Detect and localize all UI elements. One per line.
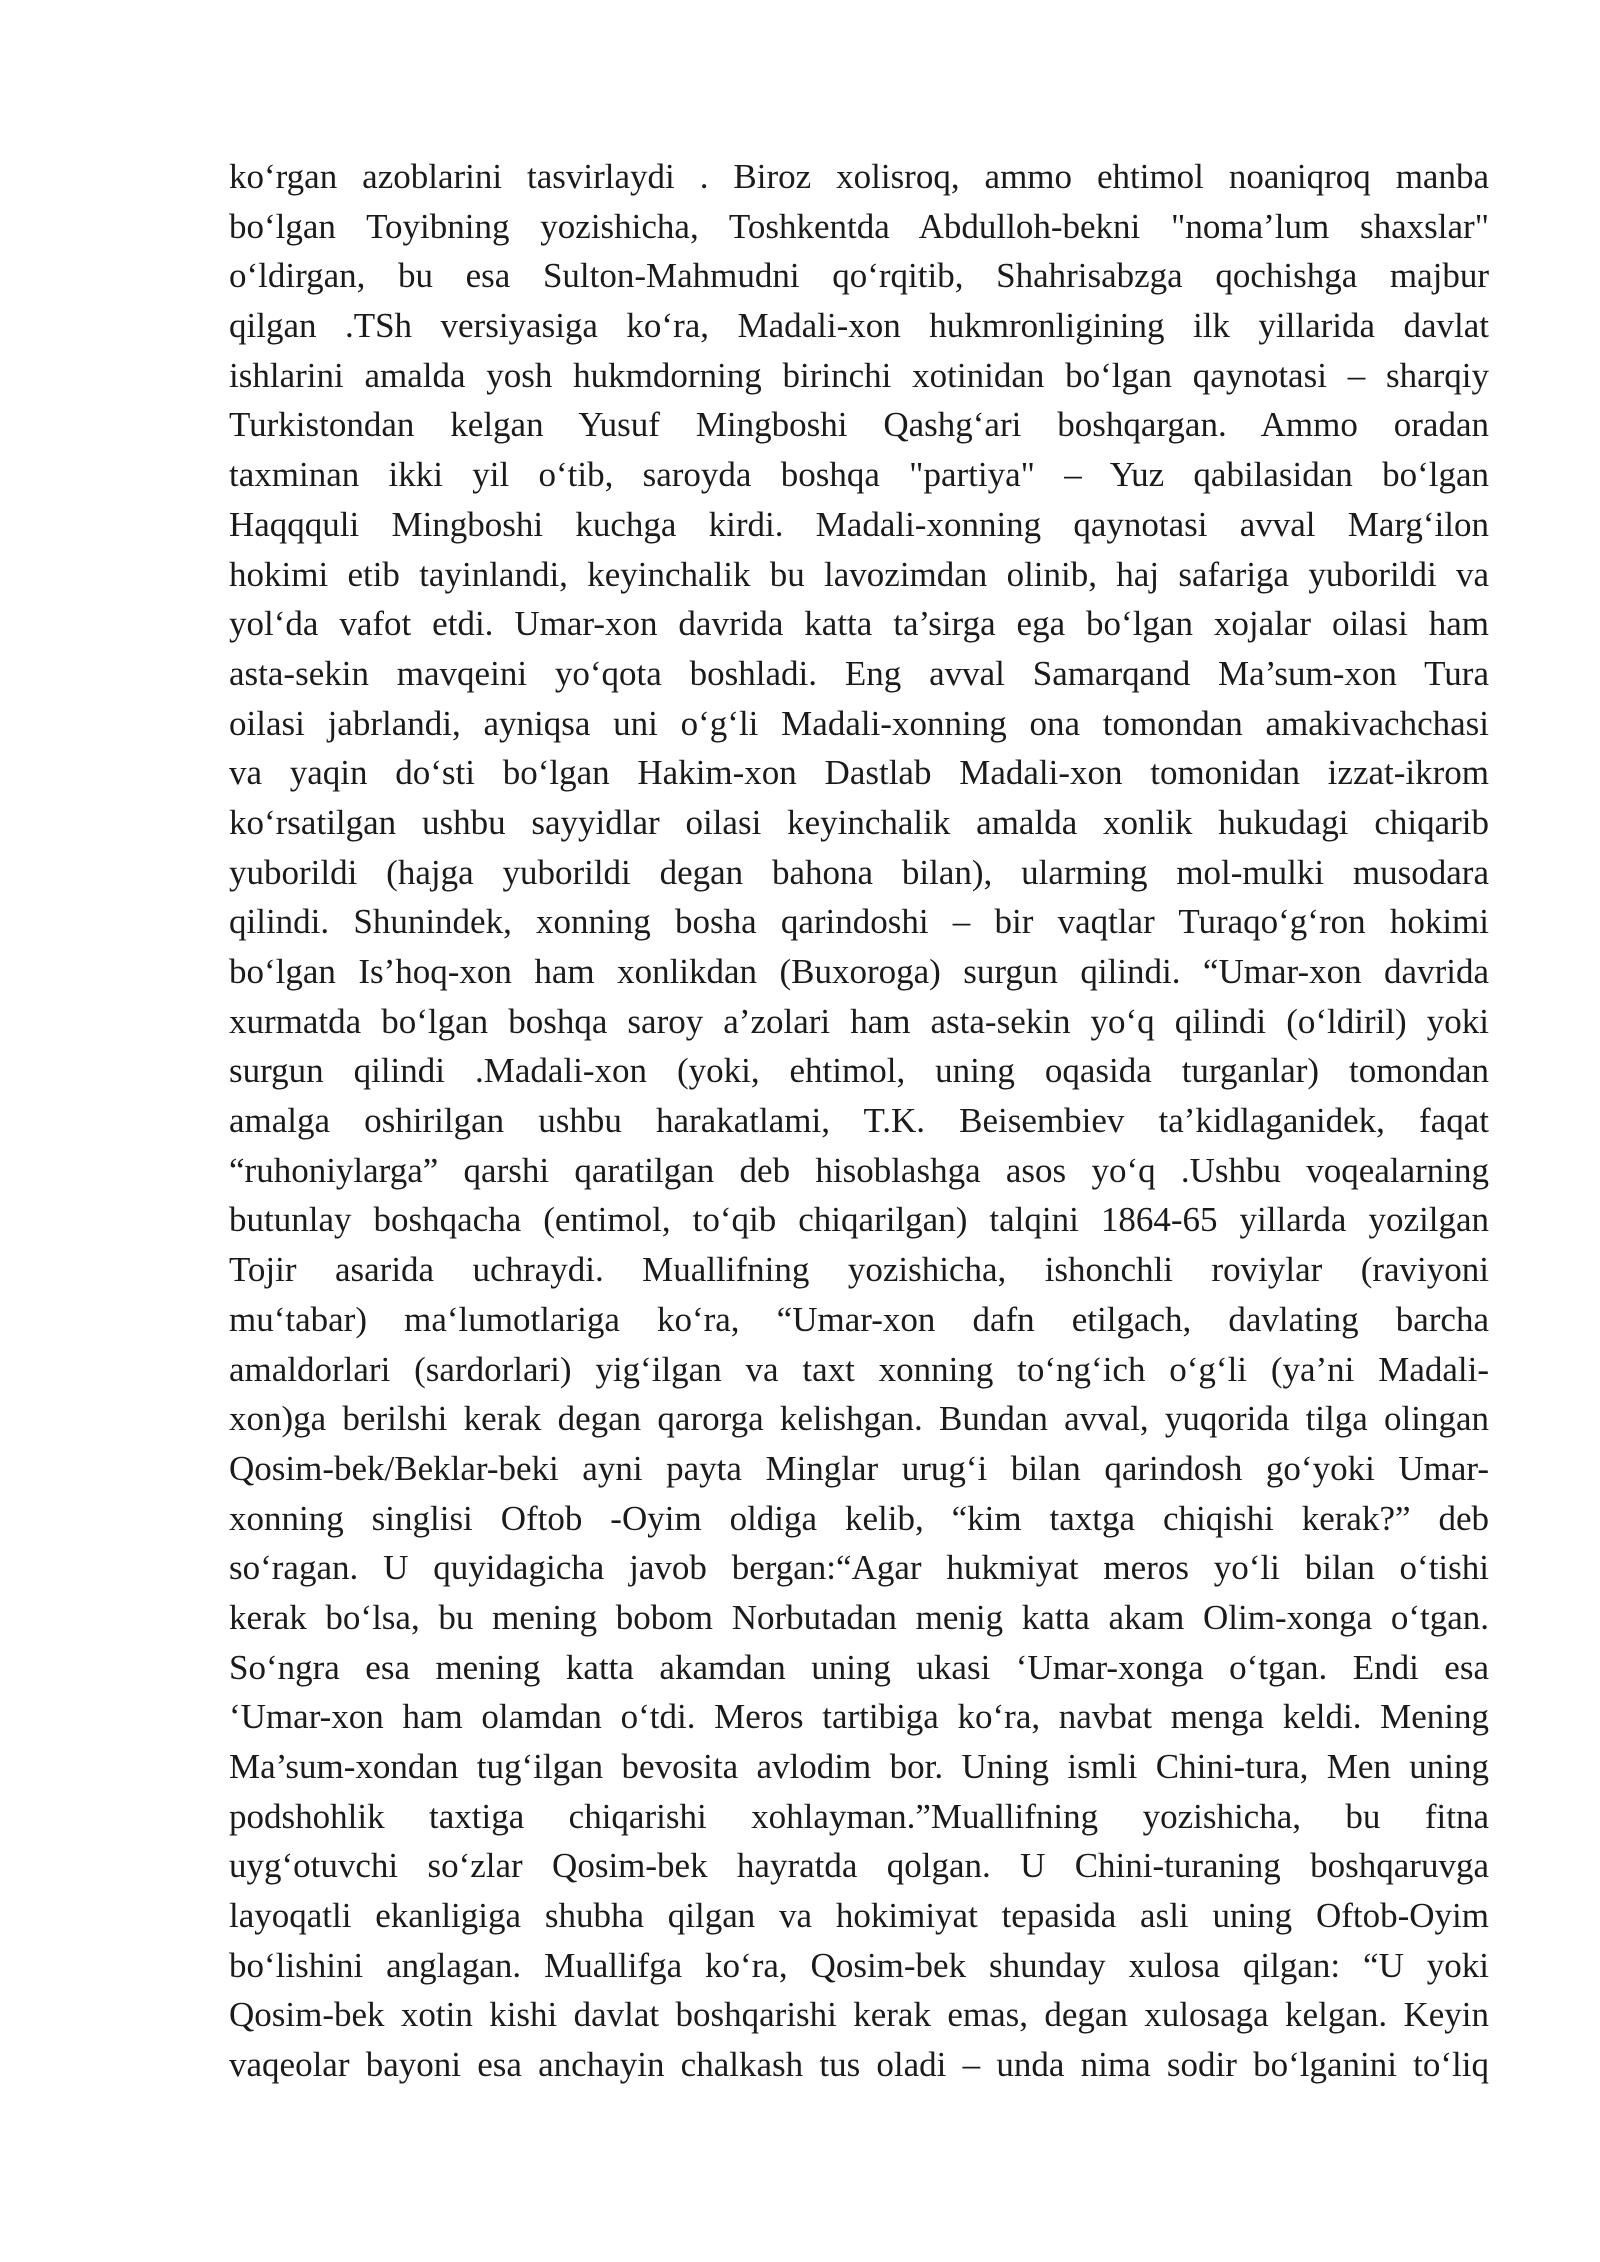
text-line: qilgan .TSh versiyasiga ko‘ra, Madali-xon hukmronligining ilk yillarida davlat bbox=[229, 306, 1489, 346]
text-line: podshohlik taxtiga chiqarishi xohlayman.”Muallifning yozishicha, bu fitna bbox=[229, 1796, 1489, 1836]
text-line: xonning singlisi Oftob -Oyim oldiga kelib, “kim taxtga chiqishi kerak?” deb bbox=[229, 1498, 1489, 1538]
text-line: Qosim-bek xotin kishi davlat boshqarishi kerak emas, degan xulosaga kelgan. Keyin bbox=[229, 1995, 1489, 2035]
text-line: hokimi etib tayinlandi, keyinchalik bu lavozimdan olinib, haj safariga yuborildi va bbox=[229, 554, 1489, 594]
text-line: ko‘rgan azoblarini tasvirlaydi . Biroz xolisroq, ammo ehtimol noaniqroq manba bbox=[229, 157, 1489, 196]
text-line: Qosim-bek/Beklar-beki ayni payta Minglar urug‘i bilan qarindosh go‘yoki Umar- bbox=[229, 1448, 1489, 1488]
text-line: o‘ldirgan, bu esa Sulton-Mahmudni qo‘rqitib, Shahrisabzga qochishga majbur bbox=[229, 256, 1489, 296]
text-line: Ma’sum-xondan tug‘ilgan bevosita avlodim bor. Uning ismli Chini-tura, Men uning bbox=[229, 1747, 1489, 1786]
text-line: surgun qilindi .Madali-xon (yoki, ehtimol, uning oqasida turganlar) tomondan bbox=[229, 1051, 1489, 1091]
text-line: yol‘da vafot etdi. Umar-xon davrida katta ta’sirga ega bo‘lgan xojalar oilasi ham bbox=[229, 604, 1489, 644]
text-line: “ruhoniylarga” qarshi qaratilgan deb hisoblashga asos yo‘q .Ushbu voqealarning bbox=[229, 1150, 1489, 1190]
text-line: Tojir asarida uchraydi. Muallifning yozishicha, ishonchli roviylar (raviyoni bbox=[229, 1250, 1489, 1290]
text-line: asta-sekin mavqeini yo‘qota boshladi. Eng avval Samarqand Ma’sum-xon Tura bbox=[229, 653, 1489, 693]
text-line: amaldorlari (sardorlari) yig‘ilgan va taxt xonning to‘ng‘ich o‘g‘li (ya’ni Madali- bbox=[229, 1349, 1489, 1389]
text-line: layoqatli ekanligiga shubha qilgan va hokimiyat tepasida asli uning Oftob-Oyim bbox=[229, 1896, 1489, 1936]
text-line: ‘Umar-xon ham olamdan o‘tdi. Meros tartibiga ko‘ra, navbat menga keldi. Mening bbox=[229, 1697, 1489, 1737]
text-line: butunlay boshqacha (entimol, to‘qib chiqarilgan) talqini 1864-65 yillarda yozilgan bbox=[229, 1200, 1489, 1240]
text-line: Turkistondan kelgan Yusuf Mingboshi Qashg‘ari boshqargan. Ammo oradan bbox=[229, 405, 1489, 445]
text-line: so‘ragan. U quyidagicha javob bergan:“Agar hukmiyat meros yo‘li bilan o‘tishi bbox=[229, 1548, 1489, 1588]
text-line: xon)ga berilshi kerak degan qarorga kelishgan. Bundan avval, yuqorida tilga olingan bbox=[229, 1399, 1489, 1439]
text-line: vaqeolar bayoni esa anchayin chalkash tus oladi – unda nima sodir bo‘lganini to‘liq bbox=[229, 2045, 1489, 2085]
text-line: ko‘rsatilgan ushbu sayyidlar oilasi keyinchalik amalda xonlik hukudagi chiqarib bbox=[229, 802, 1489, 842]
text-line: ishlarini amalda yosh hukmdorning birinchi xotinidan bo‘lgan qaynotasi – sharqiy bbox=[229, 355, 1489, 395]
text-line: taxminan ikki yil o‘tib, saroyda boshqa "partiya" – Yuz qabilasidan bo‘lgan bbox=[229, 455, 1489, 495]
text-line: mu‘tabar) ma‘lumotlariga ko‘ra, “Umar-xon dafn etilgach, davlating barcha bbox=[229, 1299, 1489, 1339]
text-line: bo‘lishini anglagan. Muallifga ko‘ra, Qosim-bek shunday xulosa qilgan: “U yoki bbox=[229, 1945, 1489, 1985]
text-line: yuborildi (hajga yuborildi degan bahona bilan), ularming mol-mulki musodara bbox=[229, 852, 1489, 892]
text-line: va yaqin do‘sti bo‘lgan Hakim-xon Dastlab Madali-xon tomonidan izzat-ikrom bbox=[229, 753, 1489, 793]
text-line: kerak bo‘lsa, bu mening bobom Norbutadan menig katta akam Olim-xonga o‘tgan. bbox=[229, 1597, 1489, 1637]
text-line: So‘ngra esa mening katta akamdan uning ukasi ‘Umar-xonga o‘tgan. Endi esa bbox=[229, 1647, 1489, 1687]
text-line: qilindi. Shunindek, xonning bosha qarindoshi – bir vaqtlar Turaqo‘g‘ron hokimi bbox=[229, 902, 1489, 942]
text-line: oilasi jabrlandi, ayniqsa uni o‘g‘li Madali-xonning ona tomondan amakivachchasi bbox=[229, 703, 1489, 743]
text-line: uyg‘otuvchi so‘zlar Qosim-bek hayratda qolgan. U Chini-turaning boshqaruvga bbox=[229, 1846, 1489, 1886]
body-paragraph bbox=[229, 152, 1489, 2090]
text-line: bo‘lgan Toyibning yozishicha, Toshkentda Abdulloh-bekni "noma’lum shaxslar" bbox=[229, 206, 1489, 246]
text-line: Haqqquli Mingboshi kuchga kirdi. Madali-xonning qaynotasi avval Marg‘ilon bbox=[229, 504, 1489, 544]
text-line: xurmatda bo‘lgan boshqa saroy a’zolari ham asta-sekin yo‘q qilindi (o‘ldiril) yoki bbox=[229, 1001, 1489, 1041]
text-line: bo‘lgan Is’hoq-xon ham xonlikdan (Buxoroga) surgun qilindi. “Umar-xon davrida bbox=[229, 952, 1489, 991]
text-line: amalga oshirilgan ushbu harakatlami, T.K. Beisembiev ta’kidlaganidek, faqat bbox=[229, 1101, 1489, 1141]
